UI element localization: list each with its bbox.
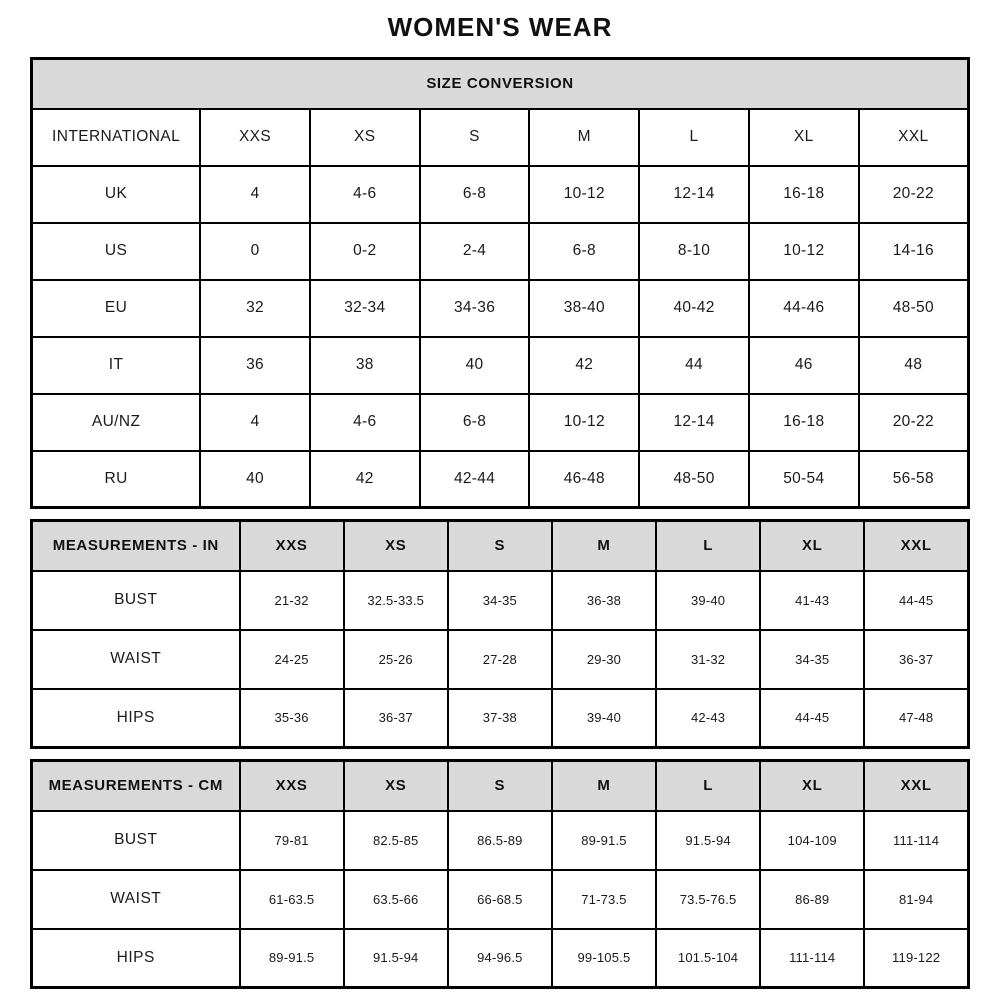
cell-au-nz-s: 6-8: [420, 394, 530, 451]
column-header-l: L: [656, 521, 760, 571]
row-label-it: IT: [32, 337, 201, 394]
cell-waist-s: 66-68.5: [448, 870, 552, 929]
cell-au-nz-xxs: 4: [200, 394, 310, 451]
table-gap: [30, 509, 970, 519]
cell-hips-xl: 111-114: [760, 929, 864, 988]
cell-bust-xl: 41-43: [760, 571, 864, 630]
column-header-xs: XS: [344, 761, 448, 811]
row-label-eu: EU: [32, 280, 201, 337]
cell-uk-xxl: 20-22: [859, 166, 969, 223]
cell-eu-l: 40-42: [639, 280, 749, 337]
column-header-xxl: XXL: [864, 761, 968, 811]
table-row-eu: [32, 280, 969, 337]
table-row-waist: [32, 630, 969, 689]
cell-bust-m: 36-38: [552, 571, 656, 630]
cell-eu-m: 38-40: [529, 280, 639, 337]
cell-bust-l: 91.5-94: [656, 811, 760, 870]
column-header-m: M: [552, 761, 656, 811]
table-row-bust: [32, 571, 969, 630]
cell-hips-m: 99-105.5: [552, 929, 656, 988]
table-row-au-nz: [32, 394, 969, 451]
column-header-xl: XL: [760, 521, 864, 571]
column-header-xxl: XXL: [859, 109, 969, 166]
table-row-hips: [32, 689, 969, 748]
cell-waist-xs: 63.5-66: [344, 870, 448, 929]
table-row-ru: [32, 451, 969, 508]
measurements-cm-body: [32, 811, 969, 988]
column-header-xs: XS: [310, 109, 420, 166]
cell-hips-xs: 91.5-94: [344, 929, 448, 988]
cell-uk-xs: 4-6: [310, 166, 420, 223]
cell-waist-l: 31-32: [656, 630, 760, 689]
cell-waist-s: 27-28: [448, 630, 552, 689]
column-header-xs: XS: [344, 521, 448, 571]
cell-waist-l: 73.5-76.5: [656, 870, 760, 929]
cell-uk-m: 10-12: [529, 166, 639, 223]
row-label-bust: BUST: [32, 571, 240, 630]
cell-uk-l: 12-14: [639, 166, 749, 223]
table-row-it: [32, 337, 969, 394]
cell-hips-xxl: 119-122: [864, 929, 968, 988]
column-header-s: S: [448, 521, 552, 571]
row-label-hips: HIPS: [32, 689, 240, 748]
cell-bust-s: 86.5-89: [448, 811, 552, 870]
measurements-in-header-row: [32, 521, 969, 571]
cell-ru-xs: 42: [310, 451, 420, 508]
cell-us-m: 6-8: [529, 223, 639, 280]
column-header-s: S: [420, 109, 530, 166]
cell-eu-xxl: 48-50: [859, 280, 969, 337]
cell-bust-xxs: 79-81: [240, 811, 344, 870]
cell-waist-xl: 86-89: [760, 870, 864, 929]
cell-it-xl: 46: [749, 337, 859, 394]
cell-hips-xl: 44-45: [760, 689, 864, 748]
cell-waist-m: 29-30: [552, 630, 656, 689]
column-header-xxs: XXS: [240, 521, 344, 571]
cell-eu-xl: 44-46: [749, 280, 859, 337]
table-gap: [30, 749, 970, 759]
cell-bust-m: 89-91.5: [552, 811, 656, 870]
cell-it-m: 42: [529, 337, 639, 394]
column-header-s: S: [448, 761, 552, 811]
measurements-cm-header: MEASUREMENTS - CM: [32, 761, 240, 811]
cell-uk-xxs: 4: [200, 166, 310, 223]
cell-ru-xl: 50-54: [749, 451, 859, 508]
table-row-bust: [32, 811, 969, 870]
page-title: WOMEN'S WEAR: [387, 12, 613, 42]
cell-it-xxl: 48: [859, 337, 969, 394]
cell-bust-xs: 82.5-85: [344, 811, 448, 870]
cell-waist-xs: 25-26: [344, 630, 448, 689]
measurements-in-table: [30, 519, 970, 749]
cell-bust-xxs: 21-32: [240, 571, 344, 630]
row-label-us: US: [32, 223, 201, 280]
cell-bust-l: 39-40: [656, 571, 760, 630]
cell-hips-m: 39-40: [552, 689, 656, 748]
table-row-us: [32, 223, 969, 280]
cell-waist-xxs: 61-63.5: [240, 870, 344, 929]
cell-au-nz-l: 12-14: [639, 394, 749, 451]
size-conversion-header: SIZE CONVERSION: [32, 59, 969, 109]
measurements-cm-table: [30, 759, 970, 989]
cell-bust-xxl: 111-114: [864, 811, 968, 870]
size-conversion-header-row: [32, 59, 969, 109]
column-header-international: INTERNATIONAL: [32, 109, 201, 166]
cell-uk-s: 6-8: [420, 166, 530, 223]
column-header-xl: XL: [760, 761, 864, 811]
cell-au-nz-m: 10-12: [529, 394, 639, 451]
cell-hips-s: 37-38: [448, 689, 552, 748]
row-label-ru: RU: [32, 451, 201, 508]
cell-ru-l: 48-50: [639, 451, 749, 508]
column-header-l: L: [656, 761, 760, 811]
cell-it-xs: 38: [310, 337, 420, 394]
cell-bust-s: 34-35: [448, 571, 552, 630]
size-conversion-table: [30, 57, 970, 509]
cell-eu-xxs: 32: [200, 280, 310, 337]
cell-au-nz-xxl: 20-22: [859, 394, 969, 451]
row-label-uk: UK: [32, 166, 201, 223]
column-header-xxs: XXS: [200, 109, 310, 166]
table-row-hips: [32, 929, 969, 988]
row-label-hips: HIPS: [32, 929, 240, 988]
cell-waist-xxl: 36-37: [864, 630, 968, 689]
cell-it-s: 40: [420, 337, 530, 394]
cell-us-xxl: 14-16: [859, 223, 969, 280]
cell-us-xxs: 0: [200, 223, 310, 280]
column-header-xxl: XXL: [864, 521, 968, 571]
cell-hips-s: 94-96.5: [448, 929, 552, 988]
cell-it-xxs: 36: [200, 337, 310, 394]
column-header-m: M: [552, 521, 656, 571]
column-header-xl: XL: [749, 109, 859, 166]
cell-eu-xs: 32-34: [310, 280, 420, 337]
cell-us-s: 2-4: [420, 223, 530, 280]
cell-bust-xxl: 44-45: [864, 571, 968, 630]
size-conversion-body: [32, 166, 969, 508]
measurements-cm-header-row: [32, 761, 969, 811]
row-label-au-nz: AU/NZ: [32, 394, 201, 451]
cell-hips-xxs: 35-36: [240, 689, 344, 748]
cell-us-xs: 0-2: [310, 223, 420, 280]
cell-ru-s: 42-44: [420, 451, 530, 508]
cell-bust-xs: 32.5-33.5: [344, 571, 448, 630]
size-conversion-column-header-row: [32, 109, 969, 166]
measurements-in-body: [32, 571, 969, 748]
cell-hips-l: 42-43: [656, 689, 760, 748]
cell-hips-xxl: 47-48: [864, 689, 968, 748]
column-header-xxs: XXS: [240, 761, 344, 811]
table-row-waist: [32, 870, 969, 929]
cell-hips-l: 101.5-104: [656, 929, 760, 988]
cell-hips-xs: 36-37: [344, 689, 448, 748]
row-label-bust: BUST: [32, 811, 240, 870]
cell-uk-xl: 16-18: [749, 166, 859, 223]
cell-ru-xxl: 56-58: [859, 451, 969, 508]
row-label-waist: WAIST: [32, 870, 240, 929]
cell-au-nz-xs: 4-6: [310, 394, 420, 451]
cell-bust-xl: 104-109: [760, 811, 864, 870]
cell-ru-m: 46-48: [529, 451, 639, 508]
cell-waist-xxs: 24-25: [240, 630, 344, 689]
row-label-waist: WAIST: [32, 630, 240, 689]
cell-waist-m: 71-73.5: [552, 870, 656, 929]
column-header-m: M: [529, 109, 639, 166]
cell-us-xl: 10-12: [749, 223, 859, 280]
cell-us-l: 8-10: [639, 223, 749, 280]
cell-au-nz-xl: 16-18: [749, 394, 859, 451]
cell-hips-xxs: 89-91.5: [240, 929, 344, 988]
cell-waist-xxl: 81-94: [864, 870, 968, 929]
cell-ru-xxs: 40: [200, 451, 310, 508]
cell-waist-xl: 34-35: [760, 630, 864, 689]
column-header-l: L: [639, 109, 749, 166]
table-row-uk: [32, 166, 969, 223]
measurements-in-header: MEASUREMENTS - IN: [32, 521, 240, 571]
cell-it-l: 44: [639, 337, 749, 394]
cell-eu-s: 34-36: [420, 280, 530, 337]
